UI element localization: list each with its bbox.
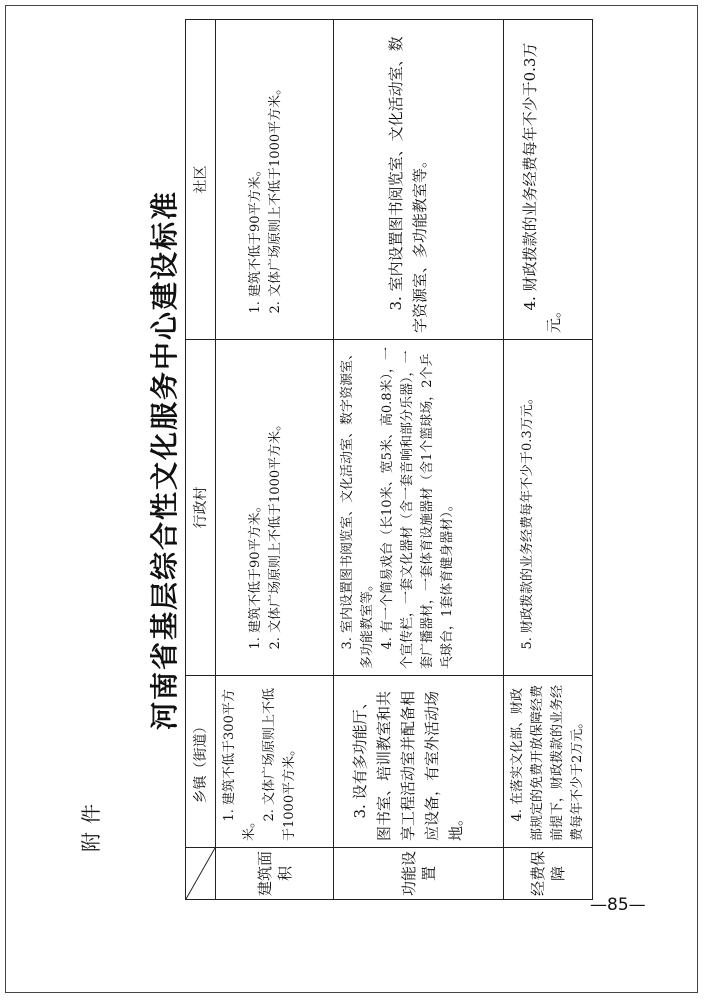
table-row: [216, 20, 334, 900]
standards-table: [185, 19, 593, 900]
cell-line: 4. 有一个简易戏台（长10米、宽5米、高0.8米），一个宣传栏，一套文化器材（含一套音响和部分乐器），一套广播器材，一套体育设施器材（含1个篮球场，2个乒乓球台，1套体育健身器材）。: [380, 346, 455, 669]
cell-line: 2. 文体广场原则上不低于1000平方米。: [268, 81, 283, 314]
cell-village-area: [216, 340, 334, 676]
row-label-function: 功能设置: [334, 848, 504, 900]
cell-community-funding: [504, 20, 593, 340]
corner-cell: [186, 848, 216, 900]
page-title: 河南省基层综合性文化服务中心建设标准: [148, 190, 181, 731]
header-community: 社区: [186, 20, 216, 340]
cell-line: 3. 设有多功能厅、图书室、培训教室和共享工程活动室并配备相应设备，有室外活动场地。: [351, 690, 465, 841]
cell-village-funding: [504, 340, 593, 676]
table-row: [504, 20, 593, 900]
header-township: 乡镇（街道）: [186, 676, 216, 848]
cell-township-function: [334, 676, 504, 848]
cell-line: 2. 文体广场原则上不低于1000平方米。: [262, 687, 297, 841]
row-label-area: 建筑面积: [216, 848, 334, 900]
rotated-content: [67, 20, 627, 900]
cell-community-area: [216, 20, 334, 340]
diagonal-line: [186, 848, 215, 899]
cell-line: 5. 财政拨款的业务经费每年不少于0.3万元。: [520, 391, 535, 650]
cell-line: 2. 文体广场原则上不低于1000平方米。: [268, 417, 283, 650]
cell-line: 1. 建筑不低于90平方米。: [248, 499, 263, 650]
cell-line: 3. 室内设置图书阅览室、文化活动室、数字资源室、多功能教室等。: [387, 36, 429, 333]
header-village: 行政村: [186, 340, 216, 676]
cell-line: 4. 财政拨款的业务经费每年不少于0.3万元。: [521, 42, 563, 333]
cell-community-function: [334, 20, 504, 340]
cell-township-funding: [504, 676, 593, 848]
row-label-funding: 经费保障: [504, 848, 593, 900]
attachment-label: 附件: [79, 796, 103, 852]
table-row: [334, 20, 504, 900]
page-number: —85—: [590, 895, 646, 915]
cell-township-area: [216, 676, 334, 848]
cell-line: 1. 建筑不低于300平方米。: [222, 689, 257, 841]
cell-line: 4. 在落实文化部、财政部规定的免费开放保障经费前提下，财政拨款的业务经费每年不少于2万元。: [510, 684, 585, 841]
table-header-row: [186, 20, 216, 900]
cell-line: 3. 室内设置图书阅览室、文化活动室、数字资源室、多功能教室等。: [340, 346, 375, 669]
cell-line: 1. 建筑不低于90平方米。: [248, 163, 263, 314]
cell-village-function: [334, 340, 504, 676]
